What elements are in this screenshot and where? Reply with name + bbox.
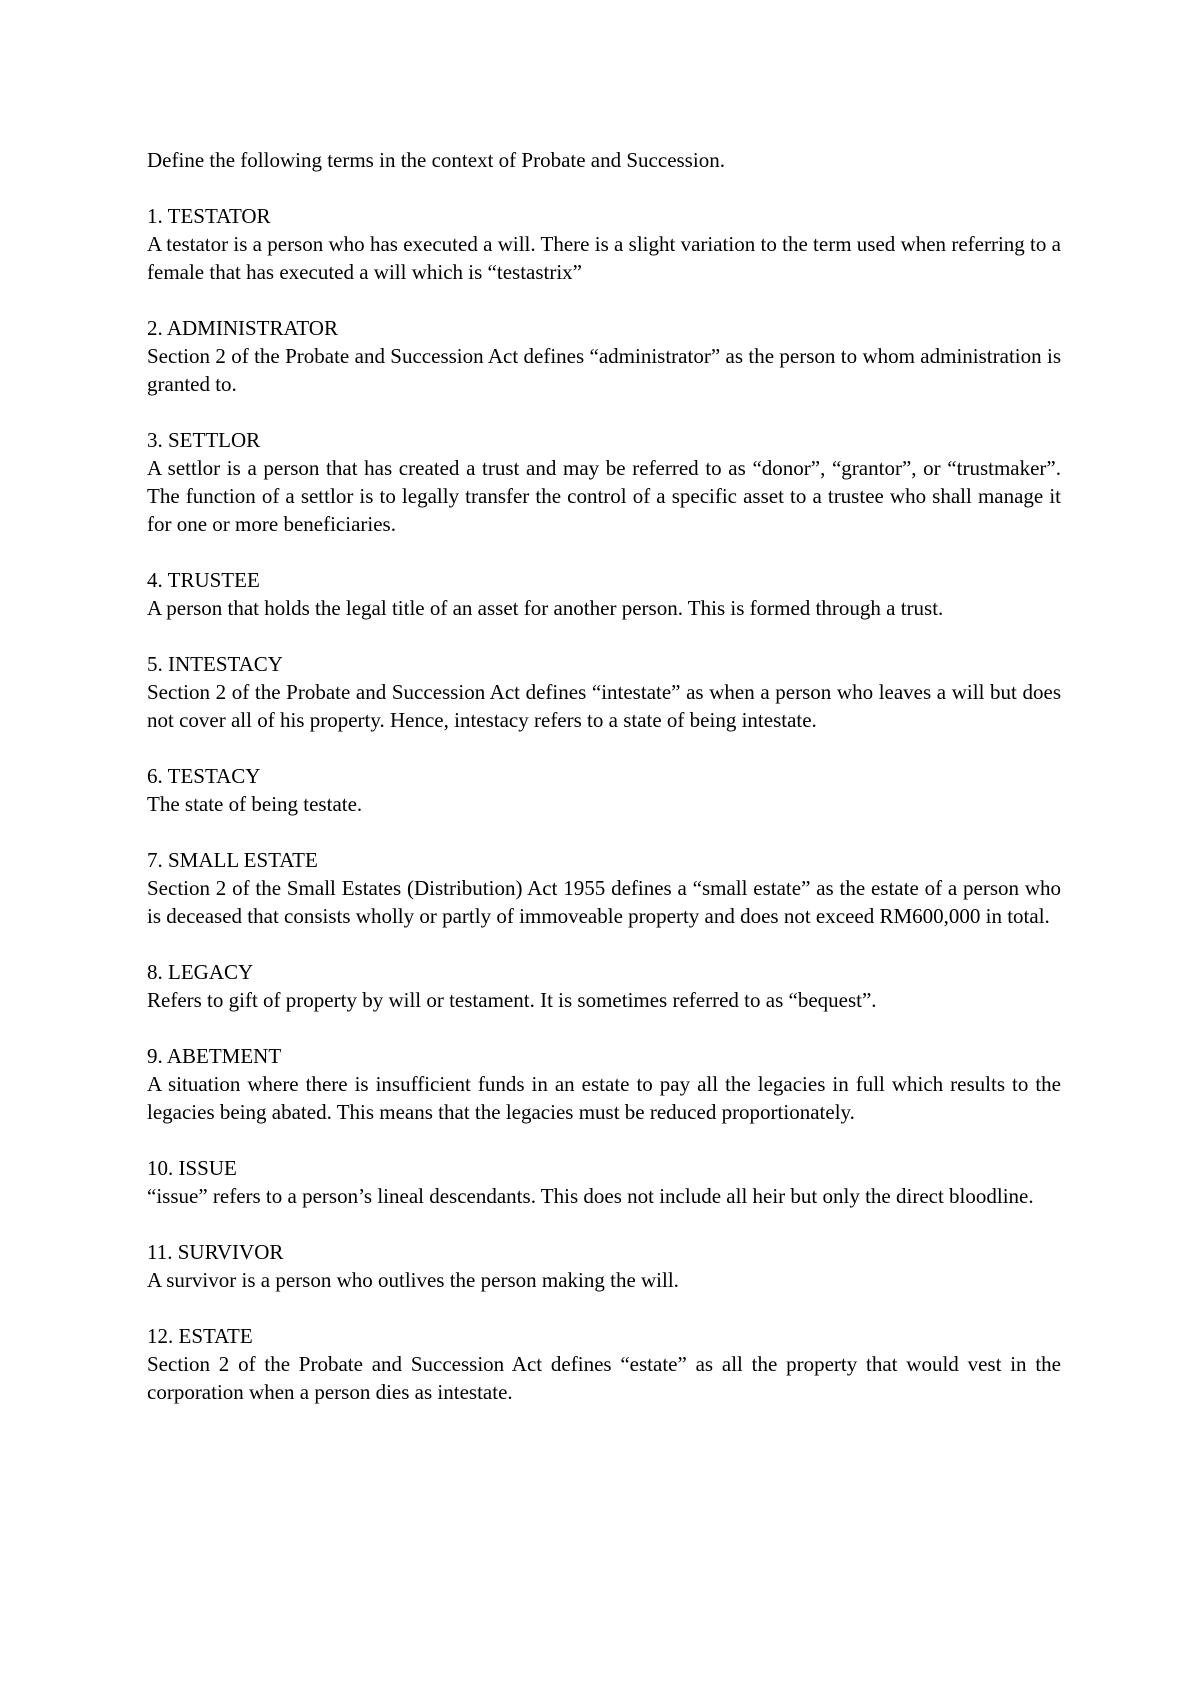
term-testator — [147, 202, 1061, 286]
term-definition: Section 2 of the Probate and Succession Act defines “administrator” as the person to whom administration is granted to. — [147, 344, 1061, 396]
term-issue — [147, 1154, 1061, 1210]
term-heading: 3. SETTLOR — [147, 428, 261, 452]
term-testacy — [147, 762, 1061, 818]
term-heading: 6. TESTACY — [147, 764, 261, 788]
term-definition: “issue” refers to a person’s lineal descendants. This does not include all heir but only the direct bloodline. — [147, 1184, 1034, 1208]
term-heading: 10. ISSUE — [147, 1156, 237, 1180]
document-content — [147, 146, 1061, 1434]
term-definition: A survivor is a person who outlives the person making the will. — [147, 1268, 679, 1292]
term-heading: 1. TESTATOR — [147, 204, 271, 228]
term-definition: A person that holds the legal title of an asset for another person. This is formed through a trust. — [147, 596, 944, 620]
term-heading: 7. SMALL ESTATE — [147, 848, 318, 872]
term-heading: 9. ABETMENT — [147, 1044, 282, 1068]
term-heading: 4. TRUSTEE — [147, 568, 260, 592]
term-trustee — [147, 566, 1061, 622]
term-small-estate — [147, 846, 1061, 930]
term-intestacy — [147, 650, 1061, 734]
term-heading: 11. SURVIVOR — [147, 1240, 284, 1264]
intro-paragraph: Define the following terms in the context of Probate and Succession. — [147, 148, 725, 172]
term-definition: A testator is a person who has executed a will. There is a slight variation to the term used when referring to a female that has executed a will which is “testastrix” — [147, 232, 1061, 284]
term-legacy — [147, 958, 1061, 1014]
term-definition: A situation where there is insufficient funds in an estate to pay all the legacies in full which results to the legacies being abated. This means that the legacies must be reduced proportionately. — [147, 1072, 1061, 1124]
term-definition: Section 2 of the Small Estates (Distribution) Act 1955 defines a “small estate” as the estate of a person who is deceased that consists wholly or partly of immoveable property and does not exceed RM600,000 in total. — [147, 876, 1061, 928]
term-definition: Section 2 of the Probate and Succession Act defines “estate” as all the property that would vest in the corporation when a person dies as intestate. — [147, 1352, 1061, 1404]
term-definition: A settlor is a person that has created a trust and may be referred to as “donor”, “grantor”, or “trustmaker”. The function of a settlor is to legally transfer the control of a specific asset to a trustee who shall manage it for one or more beneficiaries. — [147, 456, 1061, 536]
term-survivor — [147, 1238, 1061, 1294]
term-definition: Section 2 of the Probate and Succession Act defines “intestate” as when a person who leaves a will but does not cover all of his property. Hence, intestacy refers to a state of being intestate. — [147, 680, 1061, 732]
term-definition: Refers to gift of property by will or testament. It is sometimes referred to as “bequest”. — [147, 988, 877, 1012]
term-definition: The state of being testate. — [147, 792, 363, 816]
term-heading: 5. INTESTACY — [147, 652, 283, 676]
term-heading: 12. ESTATE — [147, 1324, 253, 1348]
term-heading: 8. LEGACY — [147, 960, 254, 984]
term-heading: 2. ADMINISTRATOR — [147, 316, 338, 340]
term-abetment — [147, 1042, 1061, 1126]
term-settlor — [147, 426, 1061, 538]
term-administrator — [147, 314, 1061, 398]
term-estate — [147, 1322, 1061, 1406]
